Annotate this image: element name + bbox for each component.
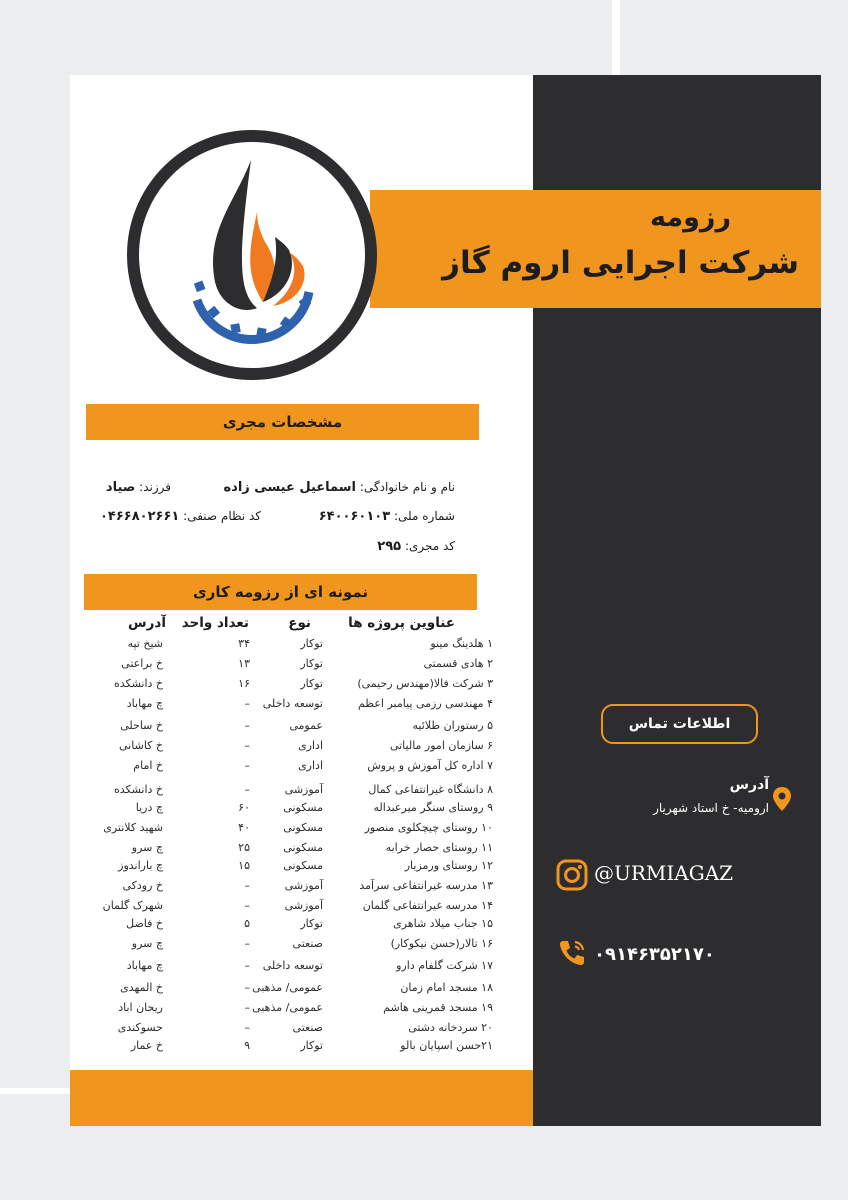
project-address: خ فاضل [126, 917, 163, 930]
project-address: شیخ تپه [127, 637, 163, 650]
project-address: خ المهدی [120, 981, 163, 994]
project-title: ۱ هلدینگ مینو [430, 637, 493, 650]
address-label: آدرس [729, 777, 769, 793]
contact-info-button[interactable]: اطلاعات تماس [601, 704, 758, 744]
project-type: آموزشی [284, 783, 323, 796]
project-title: ۱۷ شرکت گلفام دارو [396, 959, 493, 972]
table-row [70, 917, 533, 937]
project-address: خ ساحلی [120, 719, 163, 732]
table-row [70, 1021, 533, 1041]
location-pin-icon [771, 786, 793, 812]
table-row [70, 677, 533, 697]
company-name: شرکت اجرایی اروم گاز [442, 245, 799, 281]
table-row [70, 759, 533, 779]
unit-count: – [244, 879, 250, 892]
project-title: ۱۹ مسجد قمرینی هاشم [383, 1001, 493, 1014]
unit-count: – [244, 719, 250, 732]
project-title: ۶ سازمان امور مالیاتی [389, 739, 493, 752]
table-row [70, 739, 533, 759]
project-title: ۳ شرکت فالا(مهندس رحیمی) [357, 677, 493, 690]
project-type: صنعتی [292, 1021, 323, 1034]
table-row [70, 719, 533, 739]
project-title: ۲۰ سردخانه دشتی [408, 1021, 493, 1034]
guild-code-value: ۰۴۶۶۸۰۲۶۶۱ [99, 509, 180, 524]
address-value: ارومیه- خ استاد شهریار [653, 801, 769, 815]
project-title: ۱۶ تالار(حسن نیکوکار) [390, 937, 493, 950]
project-address: چ دریا [135, 801, 163, 814]
father-field [106, 480, 171, 495]
project-address: خ رودکی [122, 879, 163, 892]
project-title: ۱۵ جناب میلاد شاهری [393, 917, 493, 930]
logo-circle [127, 130, 377, 380]
table-row [70, 879, 533, 899]
project-type: اداری [298, 739, 323, 752]
table-row [70, 801, 533, 821]
unit-count: – [244, 899, 250, 912]
project-title: ۱۰ روستای چیچکلوی منصور [364, 821, 493, 834]
name-label: نام و نام خانوادگی: [359, 480, 455, 494]
project-address: خ براعتی [121, 657, 163, 670]
project-type: عمومی [289, 719, 323, 732]
project-address: چ سرو [131, 841, 163, 854]
flame-gear-logo-icon [139, 142, 365, 368]
project-address: خ عمار [130, 1039, 163, 1052]
project-type: عمومی/ مذهبی [252, 981, 323, 994]
unit-count: – [244, 783, 250, 796]
project-type: آموزشی [284, 899, 323, 912]
unit-count: – [244, 759, 250, 772]
project-type: توسعه داخلی [262, 959, 323, 972]
unit-count: ۶۰ [238, 801, 250, 814]
table-row [70, 783, 533, 803]
project-type: عمومی/ مذهبی [252, 1001, 323, 1014]
project-address: چ مهاباد [126, 697, 163, 710]
phone-number[interactable]: ۰۹۱۴۶۳۵۲۱۷۰ [594, 944, 715, 965]
table-row [70, 657, 533, 677]
col-header-type: نوع [288, 615, 311, 631]
father-value: صیاد [105, 480, 136, 495]
table-row [70, 899, 533, 919]
project-address: خ کاشانی [119, 739, 163, 752]
project-type: توکار [300, 657, 323, 670]
project-address: شهرک گلمان [102, 899, 163, 912]
unit-count: ۱۵ [238, 859, 250, 872]
project-title: ۷ اداره کل آموزش و پروش [367, 759, 493, 772]
unit-count: – [244, 697, 250, 710]
background-stripe-vertical [612, 0, 620, 75]
background-stripe-horizontal [0, 1088, 70, 1094]
phone-icon[interactable] [556, 937, 588, 969]
project-type: مسکونی [283, 801, 323, 814]
project-type: توکار [300, 1039, 323, 1052]
guild-code-label: کد نظام صنفی: [183, 509, 261, 523]
project-type: مسکونی [283, 821, 323, 834]
project-title: ۱۴ مدرسه غیرانتفاعی گلمان [362, 899, 493, 912]
guild-code-field [100, 509, 261, 524]
table-row [70, 821, 533, 841]
specs-heading: مشخصات مجری [86, 404, 479, 440]
project-type: توکار [300, 637, 323, 650]
unit-count: – [244, 981, 250, 994]
father-label: فرزند: [139, 480, 171, 494]
name-value: اسماعیل عیسی زاده [223, 480, 357, 495]
project-address: ریحان اباد [118, 1001, 163, 1014]
table-row [70, 859, 533, 879]
resume-page [70, 75, 821, 1126]
unit-count: ۵ [244, 917, 250, 930]
executor-code-value: ۲۹۵ [377, 539, 402, 554]
unit-count: – [244, 1001, 250, 1014]
executor-code-label: کد مجری: [404, 539, 455, 553]
project-title: ۸ دانشگاه غیرانتفاعی کمال [368, 783, 493, 796]
portfolio-heading: نمونه ای از رزومه کاری [84, 574, 477, 610]
project-type: توکار [300, 917, 323, 930]
col-header-count: تعداد واحد [181, 615, 249, 631]
project-title: ۲ هادی قسمتی [423, 657, 493, 670]
project-title: ۱۳ مدرسه غیرانتفاعی سرآمد [359, 879, 493, 892]
project-address: خ دانشکده [113, 783, 163, 796]
project-title: ۱۲ روستای ورمزیار [404, 859, 493, 872]
table-row [70, 637, 533, 657]
unit-count: – [244, 937, 250, 950]
table-row [70, 841, 533, 861]
unit-count: – [244, 959, 250, 972]
unit-count: ۳۴ [238, 637, 250, 650]
table-row [70, 959, 533, 979]
resume-title: رزومه [650, 202, 731, 233]
project-title: ۱۱ روستای حصار خرابه [385, 841, 493, 854]
project-address: خ امام [133, 759, 163, 772]
instagram-handle[interactable]: @URMIAGAZ [594, 861, 734, 885]
table-row [70, 697, 533, 717]
name-field [223, 480, 455, 495]
project-type: توسعه داخلی [262, 697, 323, 710]
project-type: آموزشی [284, 879, 323, 892]
table-row [70, 981, 533, 1001]
instagram-icon[interactable] [556, 859, 588, 891]
executor-code-field [377, 539, 455, 554]
project-address: حسوکندی [117, 1021, 163, 1034]
project-type: صنعتی [292, 937, 323, 950]
project-address: چ مهاباد [126, 959, 163, 972]
bottom-accent-bar [70, 1070, 533, 1126]
national-id-value: ۶۴۰۰۶۰۱۰۳ [318, 509, 391, 524]
unit-count: ۹ [244, 1039, 250, 1052]
unit-count: – [244, 1021, 250, 1034]
col-header-title: عناوین پروژه ها [348, 615, 455, 631]
project-title: ۱۸ مسجد امام زمان [400, 981, 493, 994]
project-title: ۴ مهندسی رزمی پیامبر اعظم [357, 697, 493, 710]
project-title: ۲۱حسن اسپایان بالو [400, 1039, 493, 1052]
national-id-field [319, 509, 455, 524]
project-address: چ سرو [131, 937, 163, 950]
unit-count: ۱۳ [238, 657, 250, 670]
project-title: ۵ رستوران طلائیه [412, 719, 493, 732]
unit-count: – [244, 739, 250, 752]
project-type: مسکونی [283, 859, 323, 872]
project-address: شهید کلانتری [103, 821, 163, 834]
unit-count: ۴۰ [238, 821, 250, 834]
project-type: مسکونی [283, 841, 323, 854]
project-type: اداری [298, 759, 323, 772]
col-header-address: آدرس [128, 615, 166, 631]
project-address: خ دانشکده [113, 677, 163, 690]
table-row [70, 937, 533, 957]
project-type: توکار [300, 677, 323, 690]
national-id-label: شماره ملی: [394, 509, 455, 523]
unit-count: ۱۶ [238, 677, 250, 690]
project-title: ۹ روستای سنگر میرعبداله [373, 801, 493, 814]
table-row [70, 1001, 533, 1021]
unit-count: ۲۵ [238, 841, 250, 854]
project-address: چ باراندوز [118, 859, 163, 872]
table-row [70, 1039, 533, 1059]
